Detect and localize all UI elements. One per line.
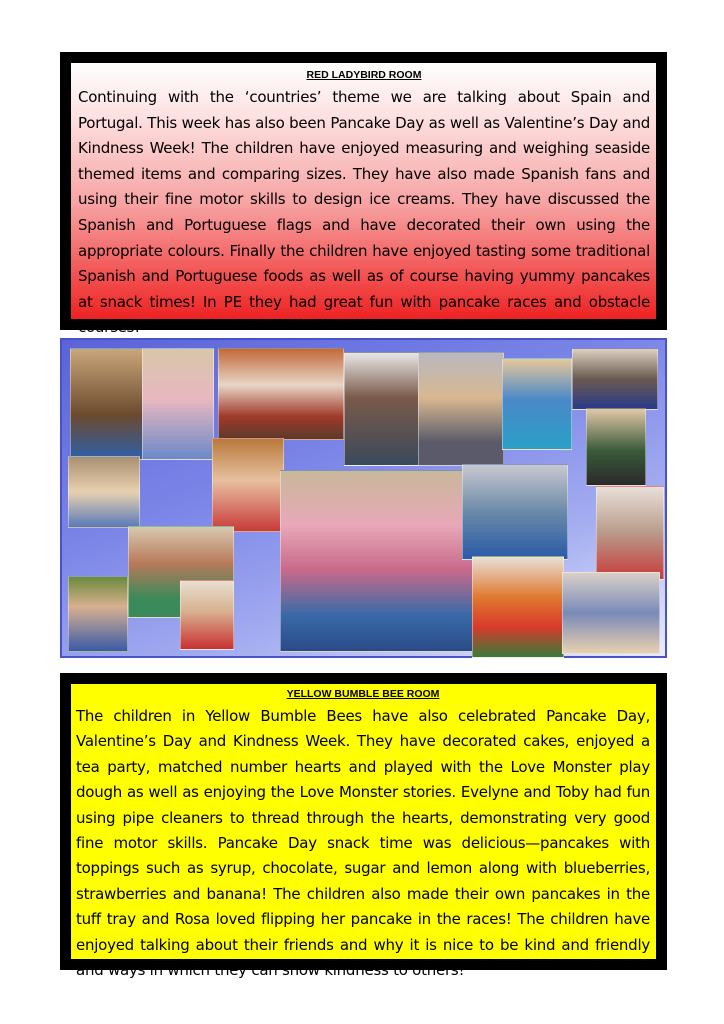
yellow-room-title: YELLOW BUMBLE BEE ROOM bbox=[286, 688, 440, 700]
red-room-text: Continuing with the ‘countries’ theme we are talking about Spain and Portugal. This week has also been Pancake Day as well as Valentine’s Day and Kindness Week! The children have enjoyed measuring and weighing seaside themed items and comparing sizes. They have also made Spanish fans and using their fine motor skills to design ice creams. They have discussed the Spanish and Portuguese flags and have decorated their own using the appropriate colours. Finally the children have enjoyed tasting some traditional Spanish and Portuguese foods as well as of course having yummy pancakes at snack times! In PE they had great fun with pancake races and obstacle courses! bbox=[78, 88, 650, 337]
collage-photo bbox=[472, 556, 564, 658]
red-room-frame bbox=[60, 52, 667, 337]
collage-photo bbox=[68, 576, 128, 652]
photo-collage bbox=[60, 338, 667, 658]
collage-photo bbox=[344, 352, 420, 466]
yellow-room-panel bbox=[71, 684, 656, 980]
red-room-panel bbox=[71, 63, 656, 337]
collage-photo bbox=[142, 348, 214, 460]
collage-photo bbox=[586, 408, 646, 486]
collage-photo bbox=[596, 486, 664, 580]
collage-photo bbox=[462, 464, 568, 560]
collage-photo bbox=[418, 352, 504, 466]
collage-photo bbox=[280, 470, 474, 652]
collage-photo bbox=[572, 348, 658, 410]
collage-photo bbox=[212, 438, 284, 532]
collage-photo bbox=[180, 580, 234, 650]
yellow-room-frame bbox=[60, 673, 667, 980]
collage-photo bbox=[562, 572, 660, 654]
collage-photo bbox=[70, 348, 144, 460]
collage-photo bbox=[218, 348, 344, 440]
collage-photo bbox=[68, 456, 140, 528]
red-room-title: RED LADYBIRD ROOM bbox=[306, 69, 422, 81]
yellow-room-text: The children in Yellow Bumble Bees have also celebrated Pancake Day, Valentine’s Day and Kindness Week. They have decorated cakes, enjoyed a tea party, matched number hearts and played with the Love Monster play dough as well as enjoying the Love Monster stories. Evelyne and Toby had fun using pipe cleaners to thread through the hearts, demonstrating very good fine motor skills. Pancake Day snack time was delicious—pancakes with toppings such as syrup, chocolate, sugar and lemon along with blueberries, strawberries and banana! The children also made their own pancakes in the tuff tray and Rosa loved flipping her pancake in the races! The children have enjoyed talking about their friends and why it is nice to be kind and friendly and ways in which they can show kindness to others! bbox=[76, 707, 650, 980]
collage-photo bbox=[502, 358, 572, 450]
